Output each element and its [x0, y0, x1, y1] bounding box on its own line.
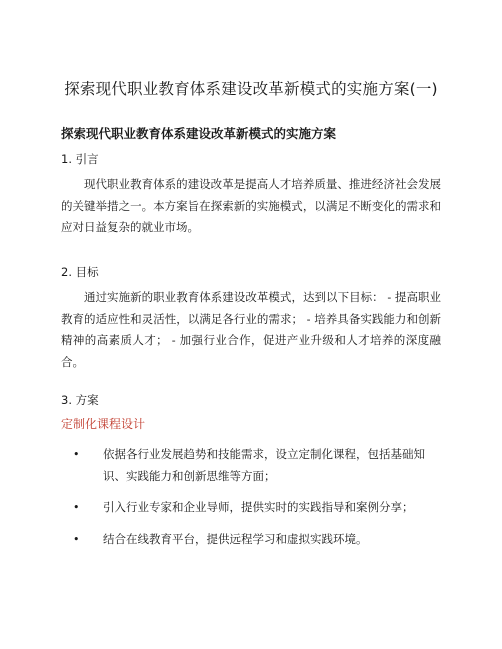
list-item — [61, 529, 441, 551]
section-heading: 探索现代职业教育体系建设改革新模式的实施方案 — [61, 126, 337, 141]
bullet-icon: • — [73, 448, 80, 461]
list-item — [61, 444, 441, 487]
bullet-icon: • — [73, 501, 80, 514]
goals-paragraph: 通过实施新的职业教育体系建设改革模式，达到以下目标： - 提高职业教育的适应性和灵活性，以满足各行业的需求； - 培养具备实践能力和创新精神的高素质人才； - 加强行业合作，促进产业升级和人才培养的深度融合。 — [61, 290, 441, 369]
intro-paragraph: 现代职业教育体系的建设改革是提高人才培养质量、推进经济社会发展的关键举措之一。本方案旨在探索新的实施模式，以满足不断变化的需求和应对日益复杂的就业市场。 — [61, 177, 441, 234]
document-title: 探索现代职业教育体系建设改革新模式的实施方案(一) — [64, 80, 438, 98]
list-item-text: 结合在线教育平台，提供远程学习和虚拟实践环境。 — [103, 531, 368, 546]
goals-heading: 2. 目标 — [61, 265, 99, 279]
intro-heading: 1. 引言 — [61, 152, 99, 166]
plan-subheading: 定制化课程设计 — [61, 417, 146, 431]
list-item — [61, 497, 441, 519]
list-item-text: 引入行业专家和企业导师，提供实时的实践指导和案例分享； — [103, 500, 414, 514]
plan-heading: 3. 方案 — [61, 393, 99, 407]
bullet-icon: • — [73, 532, 80, 546]
plan-bullet-list — [61, 444, 441, 560]
list-item-text: 依据各行业发展趋势和技能需求，设立定制化课程，包括基础知识、实践能力和创新思维等方面； — [103, 447, 425, 483]
